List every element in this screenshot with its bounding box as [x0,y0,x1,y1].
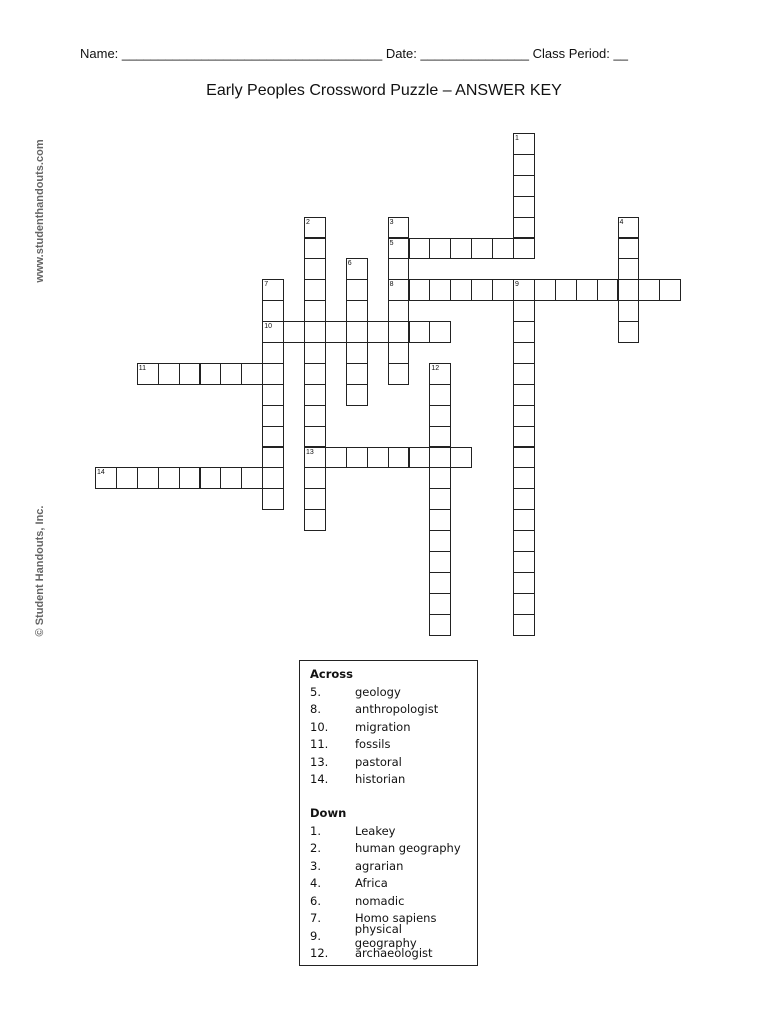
crossword-cell[interactable] [388,321,410,343]
across-list [310,683,467,788]
crossword-cell[interactable] [304,258,326,280]
down-heading: Down [310,806,347,820]
crossword-cell[interactable] [346,300,368,322]
crossword-cell[interactable] [179,363,201,385]
clue-number: 13. [310,754,329,769]
crossword-cell[interactable] [429,530,451,552]
crossword-cell[interactable] [158,363,180,385]
clue-number: 9. [310,928,321,943]
crossword-cell[interactable] [513,551,535,573]
crossword-cell[interactable] [429,614,451,636]
crossword-cell[interactable] [513,593,535,615]
clue-number-label: 12 [431,364,440,372]
crossword-cell[interactable] [388,300,410,322]
crossword-cell[interactable] [388,258,410,280]
clue-answer: Africa [355,876,388,891]
crossword-cell[interactable] [555,279,577,301]
down-list [310,822,467,962]
crossword-cell[interactable] [200,467,222,489]
crossword-cell[interactable] [513,238,535,260]
crossword-cell[interactable] [492,238,514,260]
crossword-cell[interactable] [409,238,431,260]
crossword-cell[interactable] [388,447,410,469]
crossword-cell[interactable] [429,509,451,531]
crossword-cell[interactable] [220,467,242,489]
page-title: Early Peoples Crossword Puzzle – ANSWER KEY [206,82,562,99]
crossword-cell[interactable] [262,300,284,322]
clue-answer: physical geography [354,921,417,950]
clue-number: 8. [310,702,321,717]
crossword-cell[interactable] [137,467,159,489]
clue-number-label: 6 [347,260,352,268]
crossword-cell[interactable] [346,279,368,301]
crossword-cell[interactable] [450,238,472,260]
crossword-cell[interactable] [304,238,326,260]
crossword-cell[interactable] [618,258,640,280]
crossword-cell[interactable] [409,279,431,301]
crossword-cell[interactable] [388,342,410,364]
clue-number-label: 4 [619,218,624,226]
crossword-cell[interactable] [618,300,640,322]
crossword-cell[interactable] [262,342,284,364]
copyright-side-text: © Student Handouts, Inc. [34,505,46,637]
crossword-cell[interactable] [429,551,451,573]
down-clue-row [310,875,467,893]
down-clue-row [310,892,467,910]
crossword-cell[interactable] [367,447,389,469]
crossword-cell[interactable] [450,447,472,469]
crossword-cell[interactable] [429,384,451,406]
clue-number: 1. [310,823,321,838]
clue-answer: nomadic [355,893,405,908]
clue-number-label: 11 [138,364,147,372]
clue-number: 2. [310,841,321,856]
down-clue-row [310,857,467,875]
crossword-cell[interactable] [513,300,535,322]
crossword-cell[interactable] [471,238,493,260]
clue-number: 6. [310,893,321,908]
clue-number: 4. [310,876,321,891]
crossword-cell[interactable] [513,488,535,510]
crossword-cell[interactable] [492,279,514,301]
clue-number-label: 13 [306,448,314,456]
crossword-cell[interactable] [262,467,284,489]
crossword-cell[interactable] [304,363,326,385]
crossword-cell[interactable] [262,426,284,448]
crossword-cell[interactable] [513,572,535,594]
answer-key-box [299,660,478,966]
clue-number-label: 3 [389,218,394,226]
clue-answer: migration [355,719,411,734]
across-clue-row [310,771,467,789]
clue-number-label: 8 [389,281,394,289]
crossword-cell[interactable] [513,342,535,364]
across-heading: Across [310,667,353,681]
crossword-cell[interactable] [262,384,284,406]
crossword-cell[interactable] [513,217,535,239]
crossword-cell[interactable] [513,363,535,385]
class-period-label: Class Period: __ [532,46,628,61]
crossword-cell[interactable] [409,447,431,469]
crossword-cell[interactable] [429,593,451,615]
crossword-cell[interactable] [409,321,431,343]
crossword-cell[interactable] [304,405,326,427]
clue-answer: agrarian [355,858,404,873]
clue-number-label: 14 [97,469,105,477]
crossword-cell[interactable] [241,467,263,489]
crossword-cell[interactable] [262,363,284,385]
crossword-cell[interactable] [659,279,681,301]
crossword-cell[interactable] [346,321,368,343]
crossword-cell[interactable] [367,321,389,343]
crossword-cell[interactable] [283,321,305,343]
clue-number-label: 7 [264,281,269,289]
clue-answer: historian [355,772,406,787]
crossword-cell[interactable] [513,196,535,218]
crossword-cell[interactable] [158,467,180,489]
crossword-cell[interactable] [388,363,410,385]
crossword-cell[interactable] [262,405,284,427]
crossword-cell[interactable] [429,426,451,448]
crossword-cell[interactable] [513,426,535,448]
crossword-cell[interactable] [304,342,326,364]
crossword-cell[interactable] [513,175,535,197]
crossword-cell[interactable] [304,509,326,531]
crossword-cell[interactable] [513,467,535,489]
across-clue-row [310,683,467,701]
across-clue-row [310,736,467,754]
clue-answer: Leakey [355,823,396,838]
clue-answer: anthropologist [355,702,439,717]
clue-answer: geology [355,684,401,699]
crossword-cell[interactable] [116,467,138,489]
down-clue-row [310,822,467,840]
crossword-cell[interactable] [325,447,347,469]
clue-number: 11. [310,737,329,752]
crossword-cell[interactable] [304,321,326,343]
crossword-cell[interactable] [429,467,451,489]
clue-number: 12. [310,946,329,961]
clue-number-label: 1 [515,135,519,142]
clue-number: 5. [310,684,321,699]
crossword-cell[interactable] [429,405,451,427]
crossword-cell[interactable] [513,447,535,469]
crossword-cell[interactable] [346,384,368,406]
crossword-cell[interactable] [429,488,451,510]
crossword-cell[interactable] [304,384,326,406]
clue-number-label: 5 [389,239,394,247]
crossword-cell[interactable] [618,238,640,260]
date-field-label: Date: _______________ [385,46,529,61]
crossword-cell[interactable] [304,467,326,489]
clue-number-label: 2 [306,218,310,226]
crossword-cell[interactable] [241,363,263,385]
crossword-cell[interactable] [513,614,535,636]
crossword-cell[interactable] [471,279,493,301]
crossword-cell[interactable] [262,488,284,510]
crossword-cell[interactable] [346,363,368,385]
clue-answer: pastoral [355,754,402,769]
crossword-cell[interactable] [513,509,535,531]
across-clue-row [310,701,467,719]
crossword-cell[interactable] [618,321,640,343]
crossword-cell[interactable] [429,447,451,469]
crossword-cell[interactable] [618,279,640,301]
crossword-cell[interactable] [346,447,368,469]
crossword-cell[interactable] [429,279,451,301]
crossword-cell[interactable] [429,238,451,260]
crossword-cell[interactable] [304,279,326,301]
crossword-cell[interactable] [513,321,535,343]
across-clue-row [310,753,467,771]
crossword-cell[interactable] [513,154,535,176]
crossword-cell[interactable] [220,363,242,385]
clue-answer: human geography [355,841,461,856]
crossword-cell[interactable] [597,279,619,301]
clue-number: 3. [310,858,321,873]
crossword-cell[interactable] [262,447,284,469]
crossword-cell[interactable] [346,342,368,364]
clue-number-label: 9 [515,281,519,289]
clue-answer: archaeologist [355,946,433,961]
crossword-cell[interactable] [429,321,451,343]
across-clue-row [310,718,467,736]
crossword-cell[interactable] [534,279,556,301]
down-clue-row [310,921,467,950]
crossword-cell[interactable] [325,321,347,343]
clue-number-label: 10 [264,323,272,331]
crossword-cell[interactable] [450,279,472,301]
name-field-label: Name: ____________________________________ [80,46,383,61]
down-clue-row [310,840,467,858]
crossword-cell[interactable] [576,279,598,301]
clue-answer: Homo sapiens [355,911,437,926]
clue-number: 10. [310,719,329,734]
crossword-cell[interactable] [429,572,451,594]
clue-number: 7. [310,911,321,926]
crossword-cell[interactable] [513,405,535,427]
crossword-cell[interactable] [638,279,660,301]
crossword-cell[interactable] [304,488,326,510]
crossword-cell[interactable] [200,363,222,385]
crossword-cell[interactable] [304,426,326,448]
clue-number: 14. [310,772,329,787]
crossword-cell[interactable] [304,300,326,322]
clue-answer: fossils [355,737,391,752]
crossword-cell[interactable] [513,384,535,406]
website-side-text: www.studenthandouts.com [34,139,46,283]
crossword-cell[interactable] [513,530,535,552]
crossword-cell[interactable] [179,467,201,489]
